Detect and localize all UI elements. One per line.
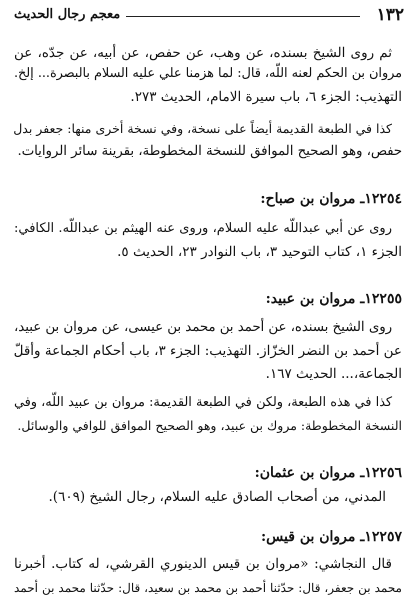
entry-heading: ١٢٢٥٤ـ مروان بن صباح: [260, 191, 402, 207]
text-line: ثم روى الشيخ بسنده، عن وهب، عن حفص، عن أبيه، عن جدّه، عن [14, 45, 392, 61]
text-line: روى الشيخ بسنده، عن أحمد بن محمد بن عيسى، عن مروان بن عبيد، [14, 320, 392, 335]
entry-heading: ١٢٢٥٦ـ مروان بن عثمان: [254, 465, 402, 481]
entry-heading: ١٢٢٥٥ـ مروان بن عبيد: [265, 291, 402, 307]
entry-heading: ١٢٢٥٧ـ مروان بن قيس: [261, 529, 402, 545]
text-line: المدني، من أصحاب الصادق عليه السلام، رجال الشيخ (٦٠٩). [48, 489, 386, 505]
book-title: معجم رجال الحديث [14, 7, 121, 22]
text-line: الجماعة،... الحديث ١٦٧. [265, 366, 402, 382]
text-line: كذا في الطبعة القديمة أيضاً على نسخة، وفي نسخة أخرى منها: جعفر بدل [13, 121, 392, 136]
note-line: كذا في هذه الطبعة، ولكن في الطبعة القديمة: مروان بن عبيد اللّه، وفي [14, 395, 392, 410]
text-line: قال النجاشي: «مروان بن قيس الدينوري القرشي، له كتاب. أخبرنا [14, 556, 392, 572]
text-line: عن أحمد بن النضر الخزّاز. التهذيب: الجزء ٣، باب أحكام الجماعة وأقلّ [13, 343, 402, 359]
text-line: مروان بن الحكم لعنه اللّه، قال: لما هزمنا علي عليه السلام بالبصرة... إلخ. [14, 66, 402, 81]
header-rule [126, 16, 360, 17]
text-line: التهذيب: الجزء ٦، باب سيرة الامام، الحديث ٢٧٣. [130, 89, 402, 105]
page-number: ١٣٢ [376, 5, 404, 25]
note-line: النسخة المخطوطة: مروك بن عبيد، وهو الصحيح الموافق للوافي والوسائل. [17, 418, 402, 433]
text-line: محمد بن جعفر، قال: حدّثنا أحمد بن محمد بن سعيد، قال: حدّثنا محمد بن أحمد [14, 581, 402, 595]
text-line: الجزء ١، كتاب التوحيد ٣، باب النوادر ٢٣، الحديث ٥. [117, 244, 402, 260]
text-line: روى عن أبي عبداللّه عليه السلام، وروى عنه الهيثم بن عبداللّه. الكافي: [14, 221, 392, 236]
text-line: حفص، وهو الصحيح الموافق للنسخة المخطوطة، بقرينة سائر الروايات. [17, 144, 402, 159]
running-header [14, 4, 404, 26]
